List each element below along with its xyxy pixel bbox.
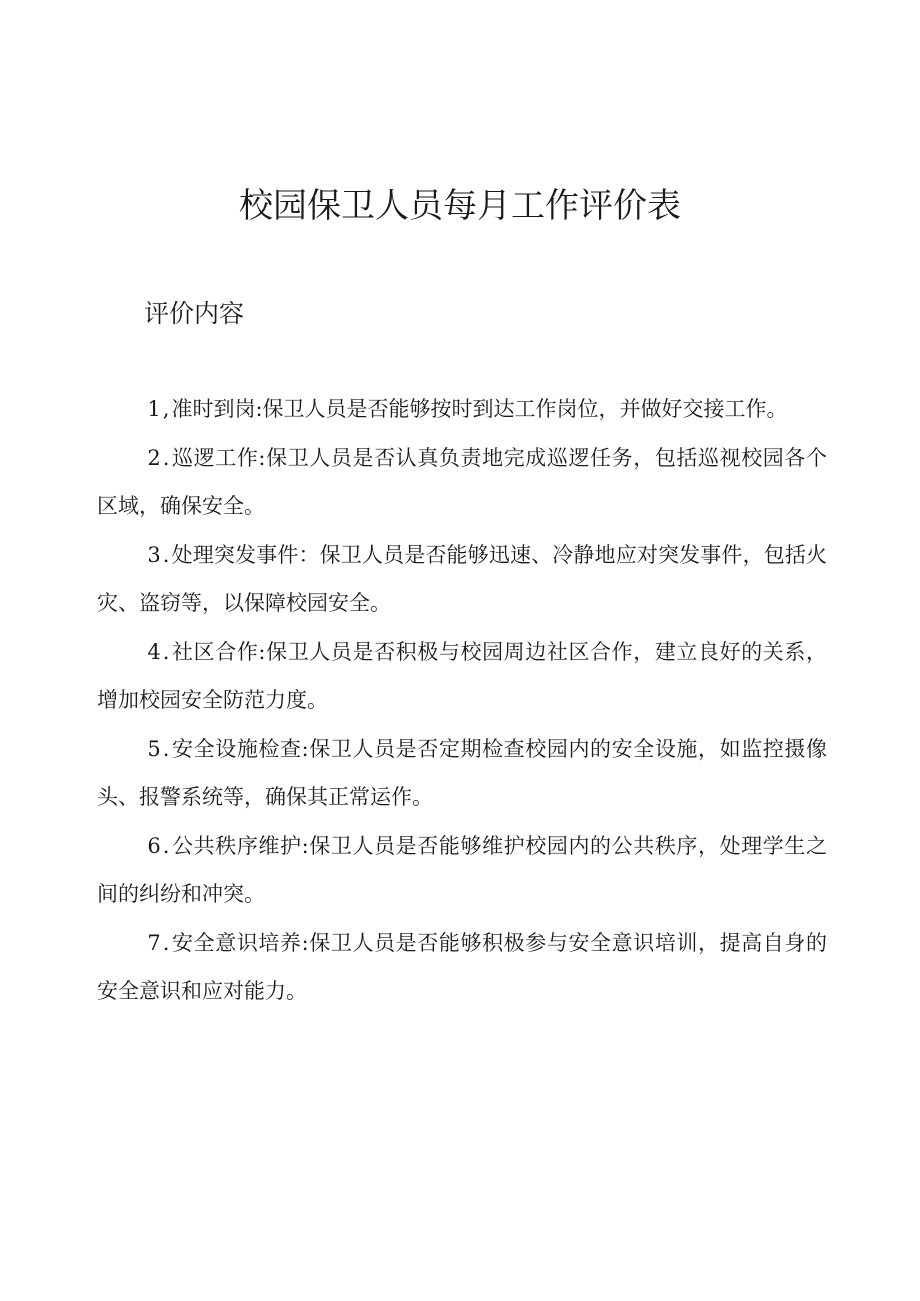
item-label: 公共秩序维护:	[171, 833, 309, 858]
item-number: 1	[147, 397, 161, 421]
item-label: 巡逻工作:	[171, 445, 266, 470]
item-text: 保卫人员是否能够维护校园内的公共秩序，处理学生之间的纠纷和冲突。	[97, 833, 827, 906]
item-separator: ,	[162, 397, 170, 421]
item-number: 3	[147, 542, 161, 567]
item-label: 处理突发事件：	[171, 542, 320, 567]
document-title: 校园保卫人员每月工作评价表	[239, 186, 681, 226]
item-text: 保卫人员是否积极与校园周边社区合作，建立良好的关系，增加校园安全防范力度。	[97, 639, 828, 712]
criteria-item-3	[97, 531, 827, 628]
item-label: 社区合作:	[171, 639, 266, 664]
item-text: 保卫人员是否能够按时到达工作岗位，并做好交接工作。	[262, 397, 788, 421]
item-label: 安全意识培养:	[171, 930, 309, 955]
criteria-item-5	[97, 725, 827, 822]
criteria-item-2	[97, 434, 827, 531]
item-number: 6	[147, 833, 161, 858]
item-number: 7	[147, 930, 161, 955]
item-number: 5	[147, 736, 161, 761]
item-text: 保卫人员是否定期检查校园内的安全设施，如监控摄像头、报警系统等，确保其正常运作。	[97, 736, 827, 809]
item-separator: .	[162, 445, 170, 470]
item-number: 2	[147, 445, 161, 470]
item-text: 保卫人员是否能够迅速、冷静地应对突发事件，包括火灾、盗窃等，以保障校园安全。	[97, 542, 828, 615]
criteria-item-1	[97, 385, 827, 434]
item-label: 安全设施检查:	[171, 736, 309, 761]
criteria-item-7	[97, 919, 827, 1016]
item-label: 准时到岗:	[171, 397, 263, 421]
item-separator: .	[162, 930, 170, 955]
item-separator: .	[162, 833, 170, 858]
item-separator: .	[162, 639, 170, 664]
item-separator: .	[162, 542, 170, 567]
evaluation-criteria-list	[97, 385, 827, 1016]
item-text: 保卫人员是否能够积极参与安全意识培训，提高自身的安全意识和应对能力。	[97, 930, 827, 1003]
item-text: 保卫人员是否认真负责地完成巡逻任务，包括巡视校园各个区域，确保安全。	[97, 445, 828, 518]
item-number: 4	[147, 639, 161, 664]
criteria-item-4	[97, 628, 827, 725]
section-heading: 评价内容	[144, 299, 245, 328]
item-separator: .	[162, 736, 170, 761]
criteria-item-6	[97, 822, 827, 919]
